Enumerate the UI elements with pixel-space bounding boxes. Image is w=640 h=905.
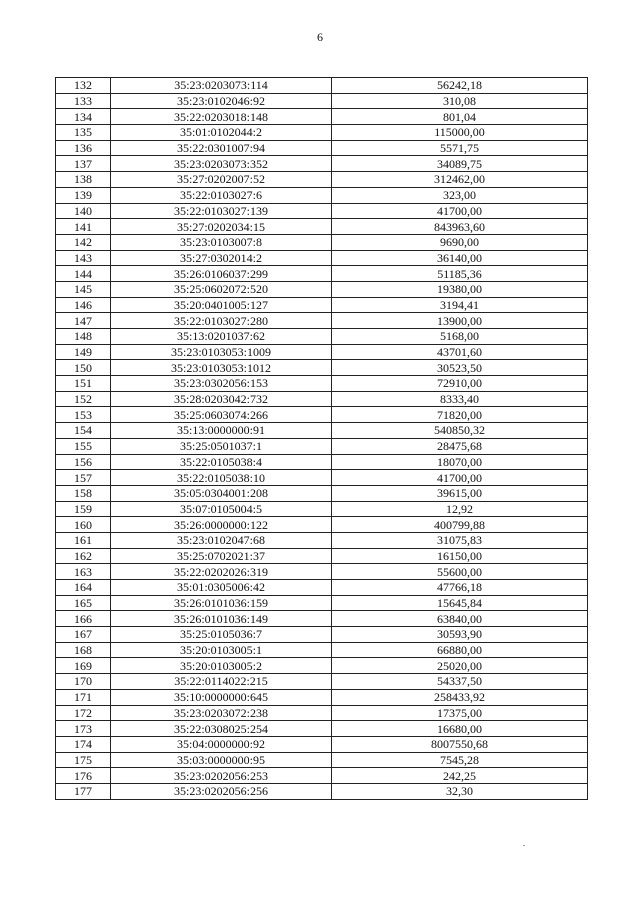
cadastral-number-cell: 35:10:0000000:645 bbox=[111, 689, 332, 705]
table-row bbox=[56, 407, 588, 423]
row-number-cell: 141 bbox=[56, 219, 111, 235]
row-number-cell: 132 bbox=[56, 78, 111, 94]
row-number-cell: 158 bbox=[56, 485, 111, 501]
cadastral-number-cell: 35:22:0202026:319 bbox=[111, 564, 332, 580]
row-number-cell: 169 bbox=[56, 658, 111, 674]
value-cell: 258433,92 bbox=[332, 689, 588, 705]
row-number-cell: 171 bbox=[56, 689, 111, 705]
cadastral-number-cell: 35:23:0103053:1012 bbox=[111, 360, 332, 376]
scan-speck bbox=[523, 845, 525, 846]
row-number-cell: 165 bbox=[56, 595, 111, 611]
value-cell: 242,25 bbox=[332, 768, 588, 784]
cadastral-number-cell: 35:25:0602072:520 bbox=[111, 281, 332, 297]
value-cell: 8007550,68 bbox=[332, 736, 588, 752]
value-cell: 25020,00 bbox=[332, 658, 588, 674]
table-row bbox=[56, 627, 588, 643]
cadastral-number-cell: 35:23:0203073:114 bbox=[111, 78, 332, 94]
table-row bbox=[56, 501, 588, 517]
table-row bbox=[56, 768, 588, 784]
value-cell: 71820,00 bbox=[332, 407, 588, 423]
row-number-cell: 152 bbox=[56, 391, 111, 407]
value-cell: 310,08 bbox=[332, 93, 588, 109]
table-row bbox=[56, 438, 588, 454]
cadastral-number-cell: 35:22:0105038:4 bbox=[111, 454, 332, 470]
row-number-cell: 163 bbox=[56, 564, 111, 580]
cadastral-number-cell: 35:25:0702021:37 bbox=[111, 548, 332, 564]
cadastral-number-cell: 35:13:0201037:62 bbox=[111, 329, 332, 345]
table-row bbox=[56, 297, 588, 313]
row-number-cell: 170 bbox=[56, 674, 111, 690]
table-row bbox=[56, 187, 588, 203]
table-row bbox=[56, 281, 588, 297]
value-cell: 39615,00 bbox=[332, 485, 588, 501]
row-number-cell: 140 bbox=[56, 203, 111, 219]
cadastral-number-cell: 35:01:0305006:42 bbox=[111, 580, 332, 596]
table-row bbox=[56, 423, 588, 439]
cadastral-number-cell: 35:25:0603074:266 bbox=[111, 407, 332, 423]
table-row bbox=[56, 470, 588, 486]
row-number-cell: 157 bbox=[56, 470, 111, 486]
row-number-cell: 144 bbox=[56, 266, 111, 282]
cadastral-number-cell: 35:27:0202034:15 bbox=[111, 219, 332, 235]
row-number-cell: 149 bbox=[56, 344, 111, 360]
row-number-cell: 146 bbox=[56, 297, 111, 313]
table-row bbox=[56, 517, 588, 533]
cadastral-number-cell: 35:23:0102047:68 bbox=[111, 532, 332, 548]
row-number-cell: 153 bbox=[56, 407, 111, 423]
cadastral-number-cell: 35:23:0102046:92 bbox=[111, 93, 332, 109]
value-cell: 55600,00 bbox=[332, 564, 588, 580]
cadastral-number-cell: 35:22:0105038:10 bbox=[111, 470, 332, 486]
value-cell: 43701,60 bbox=[332, 344, 588, 360]
row-number-cell: 143 bbox=[56, 250, 111, 266]
table-row bbox=[56, 266, 588, 282]
table-row bbox=[56, 580, 588, 596]
row-number-cell: 156 bbox=[56, 454, 111, 470]
table-row bbox=[56, 705, 588, 721]
cadastral-number-cell: 35:27:0202007:52 bbox=[111, 172, 332, 188]
value-cell: 47766,18 bbox=[332, 580, 588, 596]
row-number-cell: 172 bbox=[56, 705, 111, 721]
value-cell: 36140,00 bbox=[332, 250, 588, 266]
value-cell: 41700,00 bbox=[332, 470, 588, 486]
row-number-cell: 162 bbox=[56, 548, 111, 564]
cadastral-number-cell: 35:23:0202056:256 bbox=[111, 783, 332, 799]
cadastral-number-cell: 35:22:0203018:148 bbox=[111, 109, 332, 125]
table-row bbox=[56, 485, 588, 501]
row-number-cell: 138 bbox=[56, 172, 111, 188]
value-cell: 51185,36 bbox=[332, 266, 588, 282]
value-cell: 16680,00 bbox=[332, 721, 588, 737]
value-cell: 41700,00 bbox=[332, 203, 588, 219]
table-row bbox=[56, 250, 588, 266]
row-number-cell: 159 bbox=[56, 501, 111, 517]
cadastral-number-cell: 35:25:0105036:7 bbox=[111, 627, 332, 643]
value-cell: 13900,00 bbox=[332, 313, 588, 329]
cadastral-number-cell: 35:23:0103007:8 bbox=[111, 234, 332, 250]
table-row bbox=[56, 642, 588, 658]
value-cell: 12,92 bbox=[332, 501, 588, 517]
row-number-cell: 154 bbox=[56, 423, 111, 439]
row-number-cell: 174 bbox=[56, 736, 111, 752]
page-number: 6 bbox=[317, 30, 323, 44]
value-cell: 54337,50 bbox=[332, 674, 588, 690]
value-cell: 7545,28 bbox=[332, 752, 588, 768]
value-cell: 30593,90 bbox=[332, 627, 588, 643]
row-number-cell: 145 bbox=[56, 281, 111, 297]
table-row bbox=[56, 391, 588, 407]
table-row bbox=[56, 454, 588, 470]
value-cell: 323,00 bbox=[332, 187, 588, 203]
cadastral-number-cell: 35:20:0103005:1 bbox=[111, 642, 332, 658]
cadastral-number-cell: 35:13:0000000:91 bbox=[111, 423, 332, 439]
table-row bbox=[56, 313, 588, 329]
value-cell: 3194,41 bbox=[332, 297, 588, 313]
table-row bbox=[56, 172, 588, 188]
value-cell: 17375,00 bbox=[332, 705, 588, 721]
cadastral-number-cell: 35:23:0203073:352 bbox=[111, 156, 332, 172]
cadastral-number-cell: 35:23:0203072:238 bbox=[111, 705, 332, 721]
cadastral-number-cell: 35:27:0302014:2 bbox=[111, 250, 332, 266]
row-number-cell: 135 bbox=[56, 125, 111, 141]
cadastral-number-cell: 35:26:0000000:122 bbox=[111, 517, 332, 533]
row-number-cell: 160 bbox=[56, 517, 111, 533]
cadastral-number-cell: 35:03:0000000:95 bbox=[111, 752, 332, 768]
value-cell: 312462,00 bbox=[332, 172, 588, 188]
value-cell: 32,30 bbox=[332, 783, 588, 799]
cadastral-number-cell: 35:05:0304001:208 bbox=[111, 485, 332, 501]
value-cell: 8333,40 bbox=[332, 391, 588, 407]
value-cell: 72910,00 bbox=[332, 376, 588, 392]
value-cell: 5571,75 bbox=[332, 140, 588, 156]
table-row bbox=[56, 595, 588, 611]
value-cell: 56242,18 bbox=[332, 78, 588, 94]
table-row bbox=[56, 219, 588, 235]
table-row bbox=[56, 156, 588, 172]
value-cell: 66880,00 bbox=[332, 642, 588, 658]
value-cell: 30523,50 bbox=[332, 360, 588, 376]
row-number-cell: 166 bbox=[56, 611, 111, 627]
value-cell: 28475,68 bbox=[332, 438, 588, 454]
table-row bbox=[56, 611, 588, 627]
row-number-cell: 176 bbox=[56, 768, 111, 784]
row-number-cell: 134 bbox=[56, 109, 111, 125]
row-number-cell: 177 bbox=[56, 783, 111, 799]
table-row bbox=[56, 93, 588, 109]
cadastral-number-cell: 35:23:0202056:253 bbox=[111, 768, 332, 784]
table-row bbox=[56, 376, 588, 392]
row-number-cell: 142 bbox=[56, 234, 111, 250]
value-cell: 63840,00 bbox=[332, 611, 588, 627]
cadastral-number-cell: 35:28:0203042:732 bbox=[111, 391, 332, 407]
cadastral-number-cell: 35:26:0101036:149 bbox=[111, 611, 332, 627]
cadastral-number-cell: 35:26:0106037:299 bbox=[111, 266, 332, 282]
row-number-cell: 136 bbox=[56, 140, 111, 156]
value-cell: 19380,00 bbox=[332, 281, 588, 297]
cadastral-number-cell: 35:26:0101036:159 bbox=[111, 595, 332, 611]
table-row bbox=[56, 783, 588, 799]
cadastral-number-cell: 35:23:0302056:153 bbox=[111, 376, 332, 392]
row-number-cell: 155 bbox=[56, 438, 111, 454]
table-row bbox=[56, 548, 588, 564]
table-row bbox=[56, 564, 588, 580]
table-row bbox=[56, 78, 588, 94]
cadastral-number-cell: 35:22:0308025:254 bbox=[111, 721, 332, 737]
cadastral-number-cell: 35:22:0103027:280 bbox=[111, 313, 332, 329]
row-number-cell: 175 bbox=[56, 752, 111, 768]
table-row bbox=[56, 752, 588, 768]
table-row bbox=[56, 203, 588, 219]
table-row bbox=[56, 234, 588, 250]
cadastral-number-cell: 35:07:0105004:5 bbox=[111, 501, 332, 517]
table-row bbox=[56, 532, 588, 548]
row-number-cell: 168 bbox=[56, 642, 111, 658]
table-row bbox=[56, 721, 588, 737]
row-number-cell: 137 bbox=[56, 156, 111, 172]
table-row bbox=[56, 360, 588, 376]
row-number-cell: 150 bbox=[56, 360, 111, 376]
value-cell: 18070,00 bbox=[332, 454, 588, 470]
cadastral-number-cell: 35:22:0301007:94 bbox=[111, 140, 332, 156]
value-cell: 31075,83 bbox=[332, 532, 588, 548]
table-row bbox=[56, 344, 588, 360]
cadastral-number-cell: 35:01:0102044:2 bbox=[111, 125, 332, 141]
table-row bbox=[56, 109, 588, 125]
value-cell: 115000,00 bbox=[332, 125, 588, 141]
cadastral-number-cell: 35:22:0114022:215 bbox=[111, 674, 332, 690]
row-number-cell: 151 bbox=[56, 376, 111, 392]
table-row bbox=[56, 689, 588, 705]
row-number-cell: 164 bbox=[56, 580, 111, 596]
cadastral-number-cell: 35:23:0103053:1009 bbox=[111, 344, 332, 360]
row-number-cell: 167 bbox=[56, 627, 111, 643]
value-cell: 843963,60 bbox=[332, 219, 588, 235]
cadastral-number-cell: 35:22:0103027:6 bbox=[111, 187, 332, 203]
table-row bbox=[56, 140, 588, 156]
cadastral-number-cell: 35:22:0103027:139 bbox=[111, 203, 332, 219]
row-number-cell: 161 bbox=[56, 532, 111, 548]
row-number-cell: 173 bbox=[56, 721, 111, 737]
table-row bbox=[56, 674, 588, 690]
cadastral-number-cell: 35:25:0501037:1 bbox=[111, 438, 332, 454]
cadastral-number-cell: 35:04:0000000:92 bbox=[111, 736, 332, 752]
value-cell: 540850,32 bbox=[332, 423, 588, 439]
value-cell: 15645,84 bbox=[332, 595, 588, 611]
row-number-cell: 147 bbox=[56, 313, 111, 329]
value-cell: 5168,00 bbox=[332, 329, 588, 345]
cadastral-number-cell: 35:20:0103005:2 bbox=[111, 658, 332, 674]
cadastral-number-cell: 35:20:0401005:127 bbox=[111, 297, 332, 313]
row-number-cell: 148 bbox=[56, 329, 111, 345]
value-cell: 9690,00 bbox=[332, 234, 588, 250]
table-row bbox=[56, 125, 588, 141]
row-number-cell: 139 bbox=[56, 187, 111, 203]
table-body bbox=[56, 78, 588, 800]
table-row bbox=[56, 736, 588, 752]
cadastral-value-table bbox=[55, 77, 588, 800]
row-number-cell: 133 bbox=[56, 93, 111, 109]
value-cell: 400799,88 bbox=[332, 517, 588, 533]
table-row bbox=[56, 329, 588, 345]
table-row bbox=[56, 658, 588, 674]
value-cell: 16150,00 bbox=[332, 548, 588, 564]
value-cell: 34089,75 bbox=[332, 156, 588, 172]
value-cell: 801,04 bbox=[332, 109, 588, 125]
